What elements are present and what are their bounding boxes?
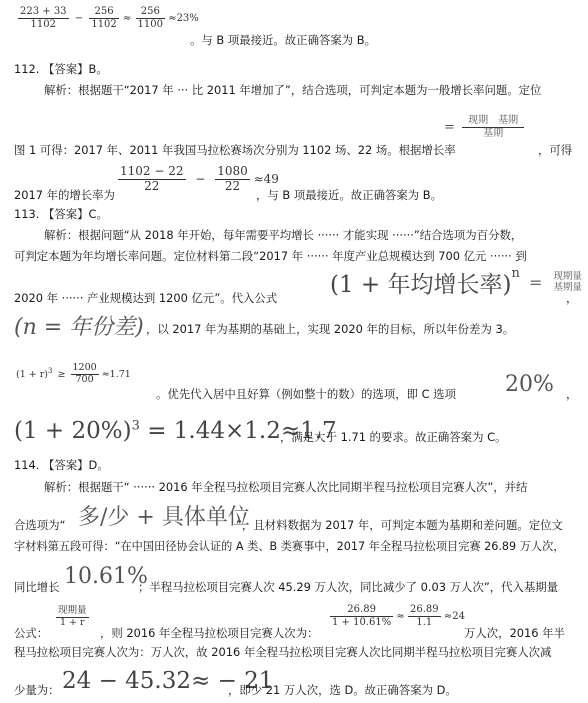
answer-112: 112. 【答案】B。	[14, 62, 108, 76]
analysis-113-line-2: 可判定本题为年均增长率问题。定位材料第二段“2017 年 ······ 年度产业总规模达到 700 亿元 ······ 到	[14, 249, 527, 263]
analysis-113-line-3: 2020 年 ······ 产业规模达到 1200 亿元”。代入公式	[14, 291, 278, 305]
base-formula	[56, 606, 89, 629]
fraction: $\frac{1080}{22}$	[217, 164, 248, 193]
analysis-114-line-5: 公式：	[14, 626, 49, 640]
analysis-113-line-5: 。优先代入居中且好算（例如整十的数）的选项，即 C 选项	[156, 387, 456, 401]
document-page: $\frac{223 + 33}{1102}$ − $\frac{256}{1102}$ ≈ $\frac{256}{1100}$ ≈23% 。与 B 项最接近。故正确答案为 B。 112. 【答案】B。 解析：根据题干“2017 年 ··· 比 2011 年增加了”，结合选项，可判定本题为一般增长率问题。定位 图 1 可得：2017 年、2011 年我国马拉松赛场次分别为 1102 场、22 场。根据增长率 = $\frac{\text{现期 基期}}{\text{基期}}$ ，可得 2017 年的增长率为 $\frac{1102 - 22}{22}$ − $\frac{1080}{22}$ ≈49 ，与 B 项最接近。故正确答案为 B。 113. 【答案】C。 解析：根据问题“从 2018 年开始，每年需要平均增长 ······ 才能实现 ······”结合选项为百分数， 可判定本题为年均增长率问题。定位材料第二段“2017 年 ······ 年度产业总规模达到 700 亿元 ······ 到 2020 年 ······ 产业规模达到 1200 亿元”。代入公式 (1 + 年均增长率)$^n$ = 现期量 基期量 ， (n = 年份差) ，以 2017 年为基期的基础上，实现 2020 年的目标，所以年份差为 3。 $(1 + r)^3$ ≥ $\frac{1200}{700}$ ≈1.71 。优先代入居中且好算（例如整十的数）的选项，即 C 选项 20% ， $(1 + 20\%)^3 = 1.44\times 1.2\approx 1.7$ ，满足大于 1.71 的要求。故正确答案为 C。 114. 【答案】D。 解析：根据题干“ ······ 2016 年全程马拉松项目完赛人次比同期半程马拉松项目完赛人次”，并结 合选项为“ 多/少 + 具体单位 ”，且材料数据为 2017 年，可判定本题为基期和差问题。定位文 字材料第五段可得：“在中国田径协会认证的 A 类、B 类赛事中，2017 年全程马拉松项目完赛 26.89 万人次， 同比增长 10.61% ；半程马拉松项目完赛人次 45.29 万人次，同比减少了 0.03 万人次”，代入基期量 公式： $\frac{\text{现期量}}{1 + r}$ ，则 2016 年全程马拉松项目完赛人次为： $\frac{26.89}{1 + 10.61\%}$ ≈ $\frac{26.89}{1.1}$ ≈24 万人次，2016 年半 程马拉松项目完赛人次为：万人次，故 2016 年全程马拉松项目完赛人次比同期半程马拉松项目完赛人次减 少量为： 24 − 45.32≈ − 21 ，即少 21 万人次，选 D。故正确答案为 D。	[14, 6, 582, 697]
analysis-112-line-3: 2017 年的增长率为	[14, 188, 115, 202]
analysis-112-line-1: 解析：根据题干“2017 年 ··· 比 2011 年增加了”，结合选项，可判定本题为一般增长率问题。定位	[44, 83, 542, 97]
fraction: $\frac{223 + 33}{1102}$	[20, 6, 67, 30]
fraction: $\frac{256}{1102}$	[91, 6, 117, 30]
analysis-114-line-4: 同比增长	[14, 580, 60, 594]
option-c-percent: 20%	[505, 372, 554, 397]
answer-113: 113. 【答案】C。	[14, 207, 108, 221]
formula-line-0: $\frac{223 + 33}{1102}$ − $\frac{256}{1102}$ ≈ $\frac{256}{1100}$ ≈23%	[20, 6, 199, 30]
base-calc: $\frac{26.89}{1 + 10.61\%}$ ≈ $\frac{26.89}{1.1}$ ≈24	[332, 604, 465, 628]
analysis-114-line-2: 合选项为“	[14, 518, 66, 532]
more-less-unit: 多/少 + 具体单位	[78, 505, 250, 530]
growth-rate-formula: = $\frac{\text{现期 基期}}{\text{基期}}$	[444, 115, 524, 139]
inequality-formula: $(1 + r)^3$ ≥ $\frac{1200}{700}$ ≈1.71	[16, 362, 131, 385]
analysis-113-line-6: ，满足大于 1.71 的要求。故正确答案为 C。	[280, 430, 507, 444]
growth-percent: 10.61%	[64, 564, 148, 589]
year-diff-note: (n = 年份差)	[14, 315, 144, 340]
difference-formula: 24 − 45.32≈ − 21	[62, 668, 274, 694]
analysis-114-line-3: 字材料第五段可得：“在中国田径协会认证的 A 类、B 类赛事中，2017 年全程马拉松项目完赛 26.89 万人次，	[14, 540, 565, 553]
analysis-114-line-6: 程马拉松项目完赛人次为：万人次，故 2016 年全程马拉松项目完赛人次比同期半程马拉松项目完赛人次减	[14, 645, 552, 659]
analysis-114-line-1: 解析：根据题干“ ······ 2016 年全程马拉松项目完赛人次比同期半程马拉松项目完赛人次”，并结	[44, 480, 528, 494]
fraction: $\frac{\text{现期量}}{1 + r}$	[58, 605, 87, 628]
fraction: $\frac{26.89}{1.1}$	[410, 604, 439, 628]
analysis-113-line-1: 解析：根据问题“从 2018 年开始，每年需要平均增长 ······ 才能实现 ······”结合选项为百分数，	[44, 228, 523, 242]
growth-rate-calc: $\frac{1102 - 22}{22}$ − $\frac{1080}{22}$ ≈49	[120, 164, 279, 193]
fraction: $\frac{\text{现期 基期}}{\text{基期}}$	[462, 115, 524, 139]
analysis-114-line-7: 少量为：	[14, 683, 60, 697]
fraction: $\frac{256}{1100}$	[137, 6, 163, 30]
analysis-113-line-4: ，以 2017 年为基期的基础上，实现 2020 年的目标，所以年份差为 3。	[146, 322, 515, 336]
conclusion-text: 。与 B 项最接近。故正确答案为 B。	[190, 33, 376, 47]
avg-growth-formula: (1 + 年均增长率)$^n$ = 现期量 基期量	[330, 266, 582, 298]
fraction: $\frac{1102 - 22}{22}$	[120, 164, 184, 193]
fraction: 现期量 基期量	[553, 270, 582, 293]
answer-114: 114. 【答案】D。	[14, 458, 109, 472]
analysis-112-line-2: 图 1 可得：2017 年、2011 年我国马拉松赛场次分别为 1102 场、22 场。根据增长率	[14, 143, 456, 157]
fraction: $\frac{26.89}{1 + 10.61\%}$	[332, 604, 392, 628]
fraction: $\frac{1200}{700}$	[72, 362, 97, 385]
verification-formula: $(1 + 20\%)^3 = 1.44\times 1.2\approx 1.7$	[14, 418, 337, 444]
